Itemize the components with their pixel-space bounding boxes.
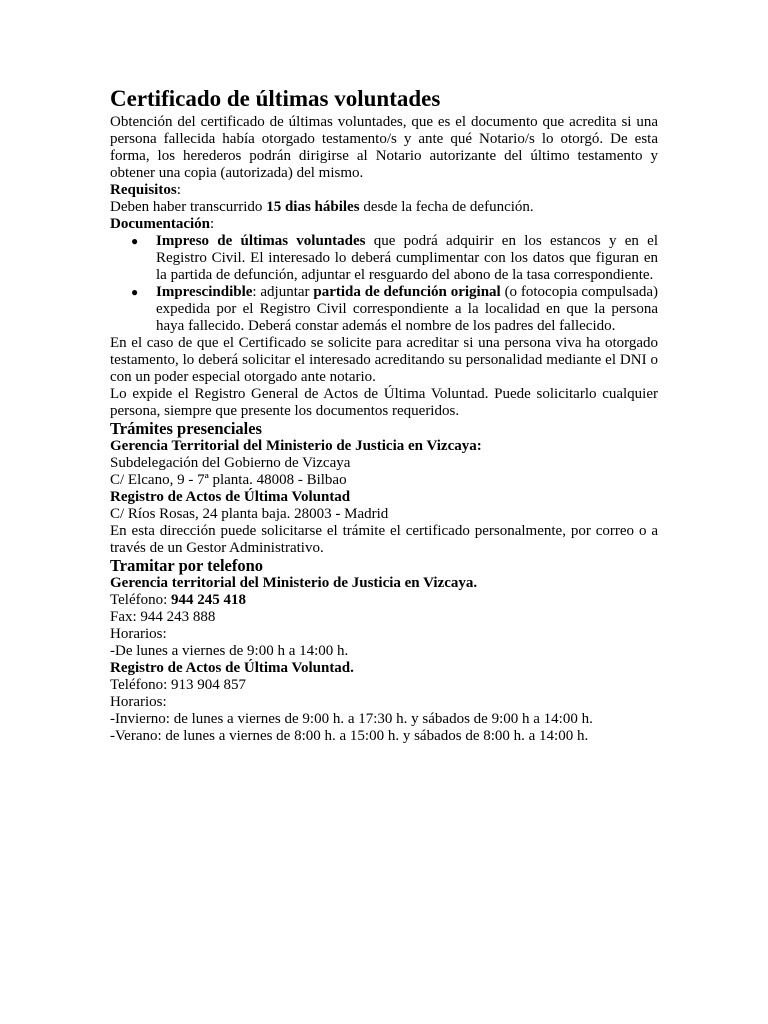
telefono-gerencia-title: Gerencia territorial del Ministerio de Justicia en Vizcaya. <box>110 575 478 591</box>
telefono-registro-horario-verano: -Verano: de lunes a viernes de 8:00 h. a 15:00 h. y sábados de 8:00 h. a 14:00 h. <box>110 728 589 744</box>
requisitos-label-text: Requisitos <box>110 182 177 198</box>
presenciales-heading: Trámites presenciales <box>110 419 262 438</box>
telefono-registro-title: Registro de Actos de Última Voluntad. <box>110 660 354 676</box>
requisitos-text <box>110 199 658 216</box>
requisitos-days: 15 dias hábiles <box>266 199 360 215</box>
telefono-heading: Tramitar por telefono <box>110 556 264 575</box>
list-item <box>110 233 658 284</box>
requisitos-label <box>110 182 658 199</box>
telefono-gerencia-horario: -De lunes a viernes de 9:00 h a 14:00 h. <box>110 643 349 659</box>
phone-label: Teléfono: <box>110 592 172 608</box>
documentacion-label-text: Documentación <box>110 216 210 232</box>
gerencia-address-line2: C/ Elcano, 9 - 7ª planta. 48008 - Bilbao <box>110 472 347 488</box>
persona-viva-paragraph: En el caso de que el Certificado se solicite para acreditar si una persona viva ha otorgado testamento, lo deberá solicitar el interesado acreditando su personalidad mediante el DNI o con un poder especial otorgado ante notario. <box>110 335 658 385</box>
list-item-text: : adjuntar <box>252 284 314 300</box>
requisitos-text-before: Deben haber transcurrido <box>110 199 267 215</box>
documentacion-list <box>110 233 658 335</box>
documentacion-label <box>110 216 658 233</box>
registro-address: C/ Ríos Rosas, 24 planta baja. 28003 - Madrid <box>110 506 389 522</box>
telefono-registro-phone: Teléfono: 913 904 857 <box>110 677 247 693</box>
registro-note: En esta dirección puede solicitarse el trámite el certificado personalmente, por correo o a través de un Gestor Administrativo. <box>110 523 658 556</box>
expide-paragraph: Lo expide el Registro General de Actos de Última Voluntad. Puede solicitarlo cualquier persona, siempre que presente los documentos requeridos. <box>110 386 658 419</box>
telefono-registro-horarios-label: Horarios: <box>110 694 167 710</box>
bullet-icon: ● <box>131 285 139 299</box>
document-title: Certificado de últimas voluntades <box>110 86 441 111</box>
bullet-icon: ● <box>131 234 139 248</box>
documentacion-colon: : <box>210 216 215 232</box>
list-item-text: que podrá adquirir en los estancos y en el Registro Civil. El interesado lo deberá cumplimentar con los datos que figuran en la partida de defunción, adjuntar el resguardo del abono de la tasa correspondiente. <box>156 233 658 283</box>
list-item-bold: Imprescindible <box>156 284 253 300</box>
telefono-gerencia-phone <box>110 592 658 609</box>
requisitos-text-after: desde la fecha de defunción. <box>359 199 534 215</box>
list-item <box>110 284 658 335</box>
telefono-gerencia-horarios-label: Horarios: <box>110 626 167 642</box>
telefono-registro-horario-invierno: -Invierno: de lunes a viernes de 9:00 h. a 17:30 h. y sábados de 9:00 h a 14:00 h. <box>110 711 593 727</box>
gerencia-title: Gerencia Territorial del Ministerio de Justicia en Vizcaya: <box>110 438 482 454</box>
phone-value: 944 245 418 <box>171 592 247 608</box>
telefono-gerencia-fax: Fax: 944 243 888 <box>110 609 216 625</box>
list-item-bold: Impreso de últimas voluntades <box>156 233 366 249</box>
document-page <box>110 84 658 745</box>
requisitos-colon: : <box>176 182 181 198</box>
list-item-text-2: (o fotocopia compulsada) expedida por el Registro Civil correspondiente a la localidad en que la persona haya fallecido. Deberá constar además el nombre de los padres del fallecido. <box>156 284 658 334</box>
gerencia-address-line1: Subdelegación del Gobierno de Vizcaya <box>110 455 351 471</box>
registro-title: Registro de Actos de Última Voluntad <box>110 489 351 505</box>
intro-paragraph: Obtención del certificado de últimas voluntades, que es el documento que acredita si una persona fallecida había otorgado testamento/s y ante qué Notario/s lo otorgó. De esta forma, los herederos podrán dirigirse al Notario autorizante del último testamento y obtener una copia (autorizada) del mismo. <box>110 114 658 181</box>
list-item-bold-2: partida de defunción original <box>313 284 501 300</box>
